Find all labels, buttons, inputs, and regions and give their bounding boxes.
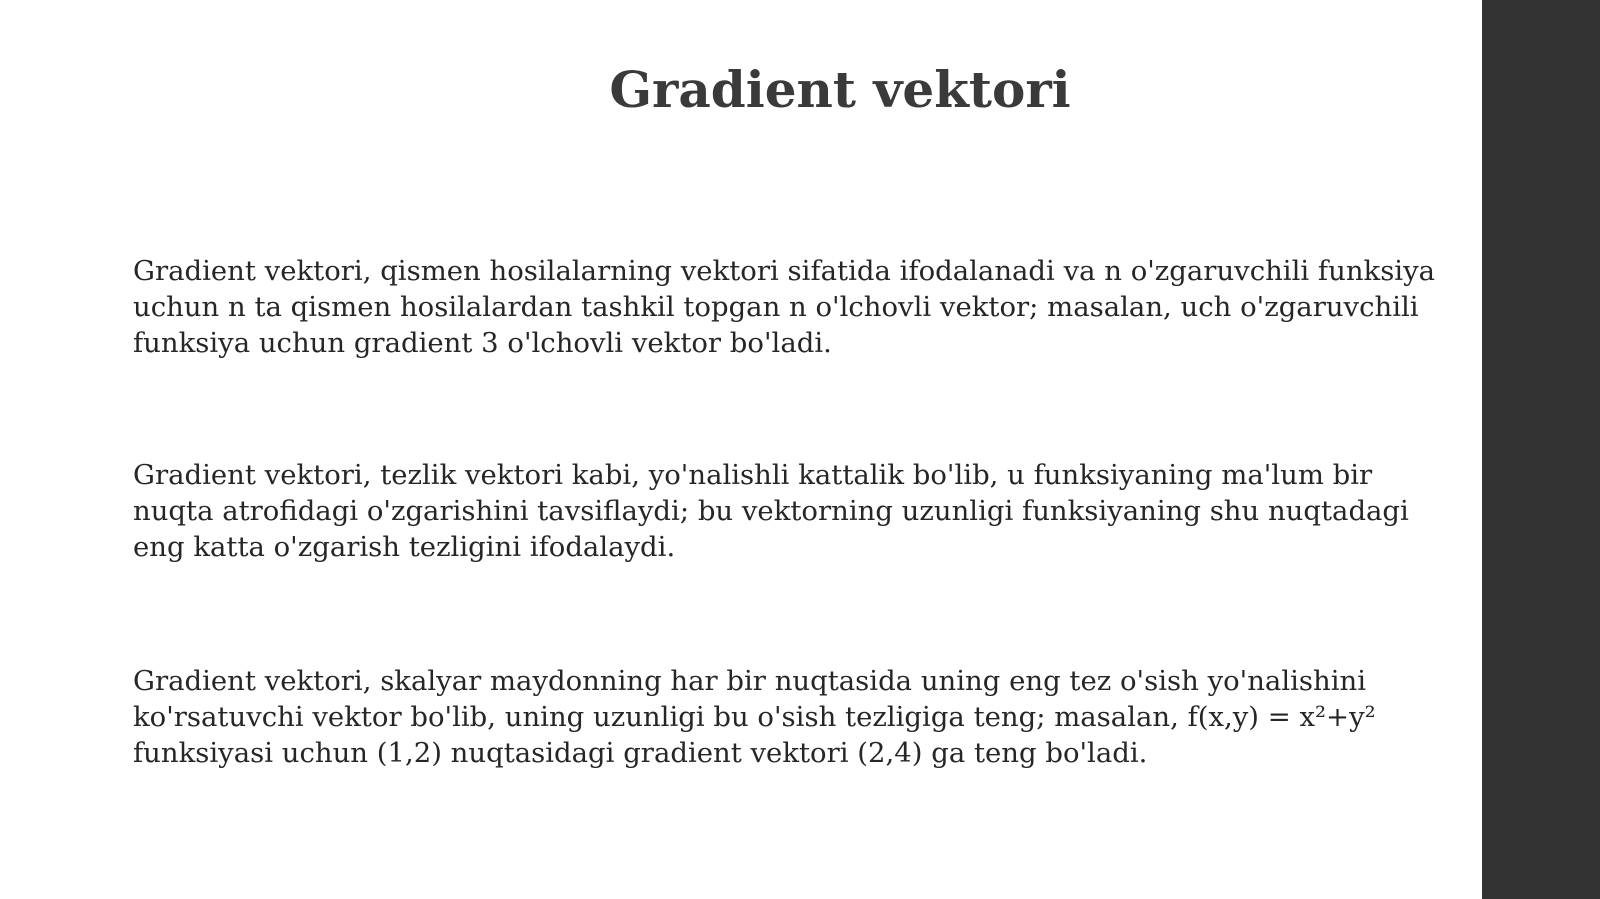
- slide-title: Gradient vektori: [609, 60, 1071, 119]
- side-bar: [1482, 0, 1600, 899]
- paragraph-2: Gradient vektori, tezlik vektori kabi, yo'nalishli kattalik bo'lib, u funksiyaning ma'lum bir nuqta atrofidagi o'zgarishini tavsiflaydi; bu vektorning uzunligi funksiyaning shu nuqtadagi eng katta o'zgarish tezligini ifodalaydi.: [133, 459, 1409, 563]
- paragraph-1: Gradient vektori, qismen hosilalarning vektori sifatida ifodalanadi va n o'zgaruvchili funksiya uchun n ta qismen hosilalardan tashkil topgan n o'lchovli vektor; masalan, uch o'zgaruvchili funksiya uchun gradient 3 o'lchovli vektor bo'ladi.: [133, 255, 1436, 359]
- paragraph-3: Gradient vektori, skalyar maydonning har bir nuqtasida uning eng tez o'sish yo'nalishini ko'rsatuvchi vektor bo'lib, uning uzunligi bu o'sish tezligiga teng; masalan, f(x,y) = x²+y² funksiyasi uchun (1,2) nuqtasidagi gradient vektori (2,4) ga teng bo'ladi.: [133, 665, 1376, 769]
